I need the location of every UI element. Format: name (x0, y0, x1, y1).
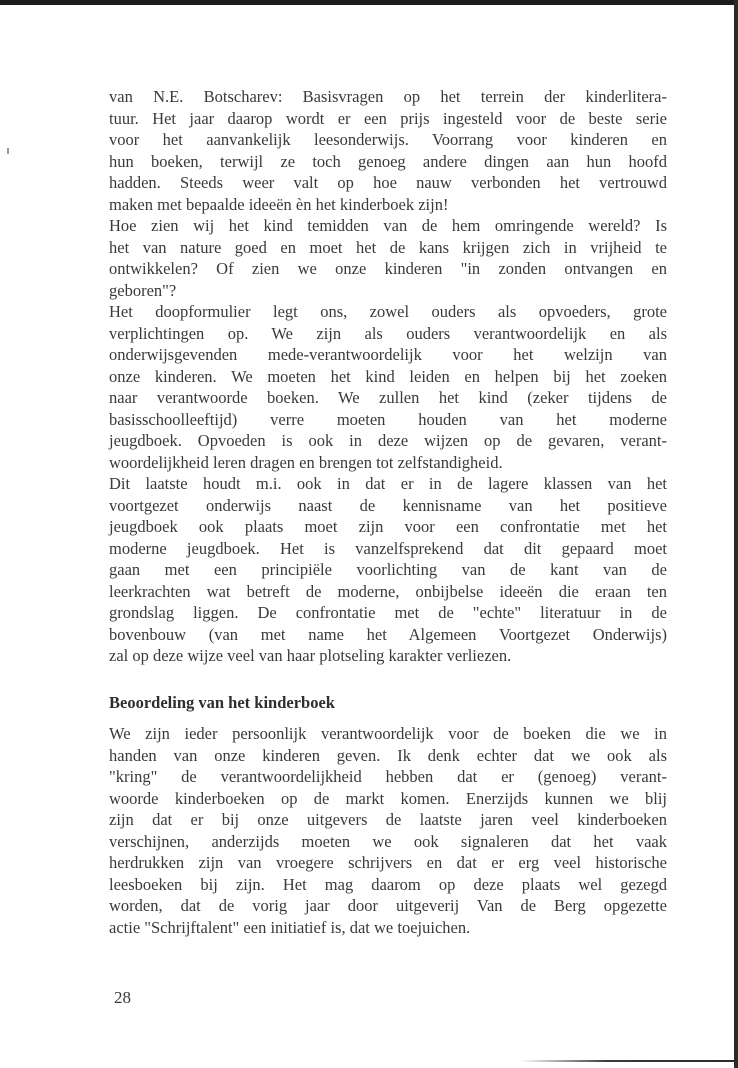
text-line: tuur. Het jaar daarop wordt er een prijs ingesteld voor de beste serie (109, 108, 667, 128)
text-line: voortgezet onderwijs naast de kennisname van het positieve (109, 495, 667, 515)
text-line: "kring" de verantwoordelijkheid hebben dat er (genoeg) verant- (109, 767, 667, 786)
text-line: Dit laatste houdt m.i. ook in dat er in de lagere klassen van het (109, 474, 667, 493)
text-line: basisschoolleeftijd) verre moeten houden van het moderne (109, 409, 667, 429)
text-line: geboren"? (109, 280, 177, 300)
text-line: jeugdboek ook plaats moet zijn voor een confrontatie met het (109, 517, 667, 536)
text-line: We zijn ieder persoonlijk verantwoordelijk voor de boeken die we in (109, 724, 667, 743)
page-number: 28 (114, 988, 131, 1007)
text-line: het van nature goed en moet het de kans krijgen zich in vrijheid te (109, 237, 667, 257)
section-heading: Beoordeling van het kinderboek (109, 693, 335, 712)
text-line: grondslag liggen. De confrontatie met de "echte" literatuur in de (109, 603, 667, 622)
text-line: naar verantwoorde boeken. We zullen het kind (zeker tijdens de (109, 388, 667, 407)
text-line: moderne jeugdboek. Het is vanzelfsprekend dat dit gepaard moet (109, 538, 667, 558)
text-line: zal op deze wijze veel van haar plotseling karakter verliezen. (109, 646, 512, 665)
text-line: verschijnen, anderzijds moeten we ook signaleren dat het vaak (109, 831, 667, 851)
text-line: actie "Schrijftalent" een initiatief is, dat we toejuichen. (109, 917, 471, 937)
page-bottom-edge (520, 1060, 738, 1062)
text-line: onderwijsgevenden mede-verantwoordelijk voor het welzijn van (109, 345, 667, 364)
text-line: Hoe zien wij het kind temidden van de hem omringende wereld? Is (109, 216, 667, 235)
text-line: ontwikkelen? Of zien we onze kinderen "in zonden ontvangen en (109, 259, 667, 278)
text-line: maken met bepaalde ideeën èn het kinderboek zijn! (109, 194, 449, 214)
text-line: van N.E. Botscharev: Basisvragen op het terrein der kinderlitera- (109, 87, 667, 106)
text-line: onze kinderen. We moeten het kind leiden en helpen bij het zoeken (109, 366, 667, 386)
body-text-top (109, 86, 667, 667)
text-line: verplichtingen op. We zijn als ouders verantwoordelijk en als (109, 323, 667, 343)
text-line: woorde kinderboeken op de markt komen. Enerzijds kunnen we blij (109, 788, 667, 808)
text-line: Het doopformulier legt ons, zowel ouders als opvoeders, grote (109, 302, 667, 321)
text-line: voor het aanvankelijk leesonderwijs. Voorrang voor kinderen en (109, 130, 667, 149)
page-right-edge (734, 0, 738, 1068)
text-line: hun boeken, terwijl ze toch genoeg andere dingen aan hun hoofd (109, 151, 667, 171)
margin-mark (7, 148, 9, 154)
text-line: jeugdboek. Opvoeden is ook in deze wijzen op de gevaren, verant- (109, 431, 667, 450)
text-line: bovenbouw (van met name het Algemeen Voortgezet Onderwijs) (109, 624, 667, 644)
text-line: handen van onze kinderen geven. Ik denk echter dat we ook als (109, 745, 667, 765)
text-line: woordelijkheid leren dragen en brengen tot zelfstandigheid. (109, 452, 503, 472)
text-line: zijn dat er bij onze uitgevers de laatste jaren veel kinderboeken (109, 810, 667, 829)
text-line: leesboeken bij zijn. Het mag daarom op deze plaats wel gezegd (109, 874, 667, 894)
text-line: leerkrachten wat betreft de moderne, onbijbelse ideeën die eraan ten (109, 581, 667, 601)
text-line: hadden. Steeds weer valt op hoe nauw verbonden het vertrouwd (109, 173, 667, 192)
body-text-bottom (109, 723, 667, 938)
text-line: worden, dat de vorig jaar door uitgeverij Van de Berg opgezette (109, 896, 667, 915)
page-top-edge (0, 0, 738, 5)
text-line: gaan met een principiële voorlichting van de kant van de (109, 560, 667, 579)
text-line: herdrukken zijn van vroegere schrijvers en dat er erg veel historische (109, 853, 667, 872)
